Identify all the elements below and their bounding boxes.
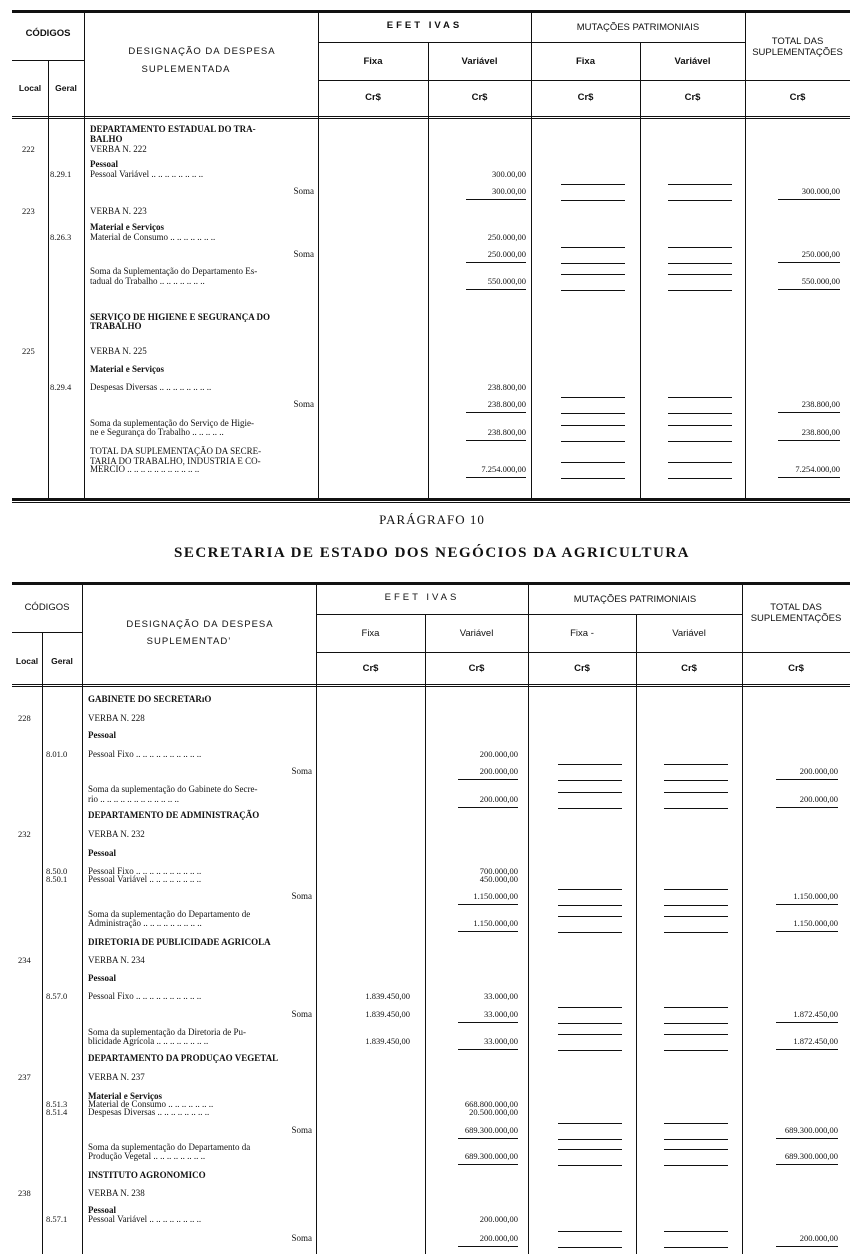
sum-rule [458,1246,518,1247]
sum-rule [664,1034,728,1035]
sum-rule [458,904,518,905]
row-description: Material e Serviços [90,364,164,374]
amount-total: 1.150.000,00 [793,891,838,901]
local-code: 232 [18,829,31,839]
amount-var: 700.000,00 [479,866,518,876]
sum-rule [458,807,518,808]
sum-rule [664,916,728,917]
row-description: Pessoal [90,159,118,169]
sum-rule [664,1007,728,1008]
sum-rule [664,1050,728,1051]
amount-total: 1.150.000,00 [793,918,838,928]
sum-rule [558,792,622,793]
sum-rule [558,1023,622,1024]
row-description: SERVIÇO DE HIGIENE E SEGURANÇA DO [90,312,270,322]
row-description: DEPARTAMENTO ESTADUAL DO TRA- [90,124,256,134]
cr-variavel-2: Cr$ [468,663,485,674]
amount-var: 238.800,00 [487,382,526,392]
paragrafo-title: PARÁGRAFO 10 [379,512,485,527]
sum-rule [458,1022,518,1023]
geral-code: 8.29.4 [50,382,72,392]
row-description: VERBA N. 237 [88,1072,145,1082]
row-description: Soma [291,1125,312,1135]
sum-rule [664,889,728,890]
sum-rule [558,1139,622,1140]
amount-var: 20.500.000,00 [469,1107,518,1117]
sum-rule [668,290,732,291]
amount-var: 250.000,00 [487,249,526,259]
row-description: Material de Consumo .. .. .. .. .. .. .. [88,1099,214,1109]
designacao-header-b: DESIGNAÇÃO DA DESPESA [126,619,274,630]
sum-rule [561,397,625,398]
efetivas-header: EFET IVAS [386,20,463,31]
row-description: Pessoal [88,1205,116,1215]
row-description: Soma [291,1009,312,1019]
designacao-header-2: SUPLEMENTADA [141,64,231,75]
sum-rule [776,931,838,932]
sum-rule [558,1007,622,1008]
sum-rule [558,1050,622,1051]
cr-total-2: Cr$ [788,663,804,674]
amount-fixa: 1.839.450,00 [365,1009,410,1019]
row-description: Soma [291,891,312,901]
cr-mut-fixa-2: Cr$ [574,663,590,674]
cr-total: Cr$ [789,92,806,103]
sum-rule [558,1149,622,1150]
amount-total: 200.000,00 [799,766,838,776]
sum-rule [668,274,732,275]
sum-rule [776,904,838,905]
row-description: Soma da suplementação do Serviço de Higie- [90,418,254,428]
amount-total: 7.254.000,00 [795,464,840,474]
row-description: VERBA N. 223 [90,206,147,216]
amount-var: 200.000,00 [479,766,518,776]
amount-total: 200.000,00 [799,1233,838,1243]
amount-total: 1.872.450,00 [793,1009,838,1019]
amount-var: 689.300.000,00 [464,1125,518,1135]
row-description: Pessoal [88,848,116,858]
mutacoes-header-2: MUTAÇÕES PATRIMONIAIS [573,594,697,605]
sum-rule [561,263,625,264]
sum-rule [664,808,728,809]
variavel-header-b2: Variável [672,628,706,639]
sum-rule [664,764,728,765]
amount-var: 200.000,00 [479,1214,518,1224]
row-description: Soma [293,249,314,259]
amount-var: 300.00,00 [492,169,526,179]
row-description: VERBA N. 222 [90,144,147,154]
local-code: 228 [18,713,31,723]
amount-var: 33.000,00 [484,991,518,1001]
sum-rule [778,477,840,478]
sum-rule [466,199,526,200]
row-description: DIRETORIA DE PUBLICIDADE AGRICOLA [88,937,271,947]
row-description: Despesas Diversas .. .. .. .. .. .. .. .. [88,1107,210,1117]
sum-rule [558,780,622,781]
row-description: BALHO [90,134,123,144]
sum-rule [668,397,732,398]
amount-fixa: 1.839.450,00 [365,991,410,1001]
amount-total: 200.000,00 [799,794,838,804]
amount-total: 550.000,00 [801,276,840,286]
sum-rule [458,779,518,780]
amount-var: 668.800.000,00 [464,1099,518,1109]
row-description: Despesas Diversas .. .. .. .. .. .. .. .. [90,382,212,392]
sum-rule [458,1049,518,1050]
geral-header: Geral [55,83,77,93]
row-description: VERBA N. 234 [88,955,145,965]
cr-mut-variavel: Cr$ [684,92,701,103]
geral-code: 8.57.0 [46,991,68,1001]
geral-code: 8.50.1 [46,874,68,884]
row-description: MERCIO .. .. .. .. .. .. .. .. .. .. .. [90,464,200,474]
geral-code: 8.29.1 [50,169,72,179]
sum-rule [561,290,625,291]
sum-rule [668,425,732,426]
sum-rule [776,1138,838,1139]
amount-total: 689.300.000,00 [784,1125,838,1135]
sum-rule [776,1246,838,1247]
sum-rule [668,441,732,442]
row-description: rio .. .. .. .. .. .. .. .. .. .. .. .. [88,794,179,804]
codigos-header: CÓDIGOS [25,28,71,39]
row-description: VERBA N. 225 [90,346,147,356]
sum-rule [664,1165,728,1166]
local-header: Local [18,83,42,93]
row-description: TOTAL DA SUPLEMENTAÇÃO DA SECRE- [90,446,262,456]
fixa-header-b2: Fixa - [570,628,594,639]
variavel-header: Variável [461,56,498,67]
amount-var: 200.000,00 [479,1233,518,1243]
sum-rule [668,247,732,248]
row-description: INSTITUTO AGRONOMICO [88,1170,206,1180]
amount-total: 1.872.450,00 [793,1036,838,1046]
sum-rule [558,905,622,906]
amount-fixa: 1.839.450,00 [365,1036,410,1046]
sum-rule [664,1247,728,1248]
sum-rule [778,262,840,263]
sum-rule [776,779,838,780]
sum-rule [668,263,732,264]
local-header-2: Local [15,656,39,666]
local-code: 238 [18,1188,31,1198]
row-description: Soma [293,186,314,196]
efetivas-header-2: EFET IVAS [384,592,460,603]
amount-var: 1.150.000,00 [473,891,518,901]
amount-var: 250.000,00 [487,232,526,242]
row-description: TRABALHO [90,321,142,331]
local-code: 223 [22,206,35,216]
geral-code: 8.51.4 [46,1107,68,1117]
geral-code: 8.50.0 [46,866,68,876]
amount-total: 238.800,00 [801,399,840,409]
row-description: Pessoal Fixo .. .. .. .. .. .. .. .. .. .. [88,866,202,876]
row-description: VERBA N. 228 [88,713,145,723]
sum-rule [778,440,840,441]
sum-rule [558,889,622,890]
amount-var: 33.000,00 [484,1036,518,1046]
row-description: Pessoal Variável .. .. .. .. .. .. .. .. [90,169,204,179]
sum-rule [466,477,526,478]
row-description: Soma da Suplementação do Departamento Es- [90,266,258,276]
sum-rule [664,932,728,933]
sum-rule [776,807,838,808]
row-description: Material e Serviços [88,1091,162,1101]
amount-var: 200.000,00 [479,794,518,804]
row-description: Administração .. .. .. .. .. .. .. .. .. [88,918,202,928]
sum-rule [561,413,625,414]
row-description: Pessoal [88,730,116,740]
secretaria-title: SECRETARIA DE ESTADO DOS NEGÓCIOS DA AGRICULTURA [174,545,690,561]
sum-rule [561,478,625,479]
sum-rule [776,1049,838,1050]
row-description: Material de Consumo .. .. .. .. .. .. .. [90,232,216,242]
sum-rule [561,200,625,201]
designacao-header: DESIGNAÇÃO DA DESPESA [128,46,276,57]
sum-rule [664,780,728,781]
sum-rule [458,1138,518,1139]
row-description: Soma [291,1233,312,1243]
sum-rule [668,478,732,479]
row-description: Material e Serviços [90,222,164,232]
local-code: 237 [18,1072,31,1082]
sum-rule [558,1231,622,1232]
mutacoes-header: MUTAÇÕES PATRIMONIAIS [576,22,700,33]
sum-rule [466,289,526,290]
sum-rule [558,1123,622,1124]
sum-rule [778,289,840,290]
sum-rule [558,808,622,809]
sum-rule [776,1164,838,1165]
sum-rule [778,199,840,200]
row-description: Pessoal Fixo .. .. .. .. .. .. .. .. .. .. [88,991,202,1001]
row-description: Pessoal [88,973,116,983]
geral-code: 8.57.1 [46,1214,68,1224]
row-description: blicidade Agrícola .. .. .. .. .. .. .. .. [88,1036,209,1046]
cr-mut-fixa: Cr$ [577,92,594,103]
geral-code: 8.51.3 [46,1099,68,1109]
sum-rule [561,441,625,442]
sum-rule [558,1247,622,1248]
cr-fixa-2: Cr$ [362,663,379,674]
fixa-header-b: Fixa [361,628,380,639]
amount-var: 450.000,00 [479,874,518,884]
sum-rule [664,1231,728,1232]
row-description: VERBA N. 232 [88,829,145,839]
amount-var: 238.800,00 [487,427,526,437]
sum-rule [561,247,625,248]
total-header: TOTAL DAS SUPLEMENTAÇÕES [752,36,843,58]
row-description: TARIA DO TRABALHO, INDUSTRIA E CO- [90,456,261,466]
amount-var: 200.000,00 [479,749,518,759]
local-code: 234 [18,955,31,965]
amount-var: 1.150.000,00 [473,918,518,928]
amount-var: 550.000,00 [487,276,526,286]
sum-rule [558,932,622,933]
local-code: 225 [22,346,35,356]
row-description: Soma da suplementação da Diretoria de Pu- [88,1027,246,1037]
geral-code: 8.26.3 [50,232,72,242]
sum-rule [561,274,625,275]
sum-rule [778,412,840,413]
local-code: 222 [22,144,35,154]
sum-rule [668,184,732,185]
row-description: DEPARTAMENTO DA PRODUÇAO VEGETAL [88,1053,279,1063]
total-header-2: TOTAL DAS SUPLEMENTAÇÕES [750,602,842,624]
amount-total: 238.800,00 [801,427,840,437]
cr-variavel: Cr$ [471,92,488,103]
row-description: Produção Vegetal .. .. .. .. .. .. .. .. [88,1151,206,1161]
sum-rule [561,462,625,463]
row-description: Soma [291,766,312,776]
sum-rule [668,462,732,463]
row-description: Soma da suplementação do Departamento de [88,909,251,919]
fixa-header: Fixa [363,56,383,67]
sum-rule [458,931,518,932]
row-description: Soma da suplementação do Gabinete do Secre- [88,784,258,794]
amount-var: 300.00,00 [492,186,526,196]
sum-rule [558,1165,622,1166]
row-description: Pessoal Variável .. .. .. .. .. .. .. .. [88,1214,202,1224]
amount-total: 689.300.000,00 [784,1151,838,1161]
variavel-header-b: Variável [459,628,494,639]
row-description: DEPARTAMENTO DE ADMINISTRAÇÃO [88,810,260,820]
variavel-header-2: Variável [674,56,711,67]
designacao-header-b2: SUPLEMENTAD’ [146,636,232,647]
sum-rule [668,413,732,414]
row-description: tadual do Trabalho .. .. .. .. .. .. .. [90,276,205,286]
sum-rule [466,262,526,263]
sum-rule [664,905,728,906]
cr-mut-variavel-2: Cr$ [681,663,697,674]
sum-rule [558,764,622,765]
amount-var: 238.800,00 [487,399,526,409]
amount-total: 300.000,00 [801,186,840,196]
sum-rule [664,1123,728,1124]
geral-code: 8.01.0 [46,749,68,759]
row-description: Soma [293,399,314,409]
sum-rule [664,1149,728,1150]
amount-var: 7.254.000,00 [481,464,526,474]
sum-rule [458,1164,518,1165]
sum-rule [664,1139,728,1140]
sum-rule [466,412,526,413]
row-description: ne e Segurança do Trabalho .. .. .. .. .. [90,427,224,437]
sum-rule [561,184,625,185]
sum-rule [668,200,732,201]
sum-rule [664,792,728,793]
codigos-header-2: CÓDIGOS [24,602,70,613]
sum-rule [558,1034,622,1035]
sum-rule [664,1023,728,1024]
amount-var: 689.300.000,00 [464,1151,518,1161]
amount-total: 250.000,00 [801,249,840,259]
sum-rule [776,1022,838,1023]
fixa-header-2: Fixa [575,56,595,67]
cr-fixa: Cr$ [365,92,381,103]
row-description: Pessoal Fixo .. .. .. .. .. .. .. .. .. .. [88,749,202,759]
row-description: Pessoal Variável .. .. .. .. .. .. .. .. [88,874,202,884]
row-description: Soma da suplementação do Departamento da [88,1142,251,1152]
sum-rule [561,425,625,426]
sum-rule [466,440,526,441]
sum-rule [558,916,622,917]
geral-header-2: Geral [51,656,73,666]
row-description: GABINETE DO SECRETARıO [88,694,212,704]
row-description: VERBA N. 238 [88,1188,145,1198]
amount-var: 33.000,00 [484,1009,518,1019]
